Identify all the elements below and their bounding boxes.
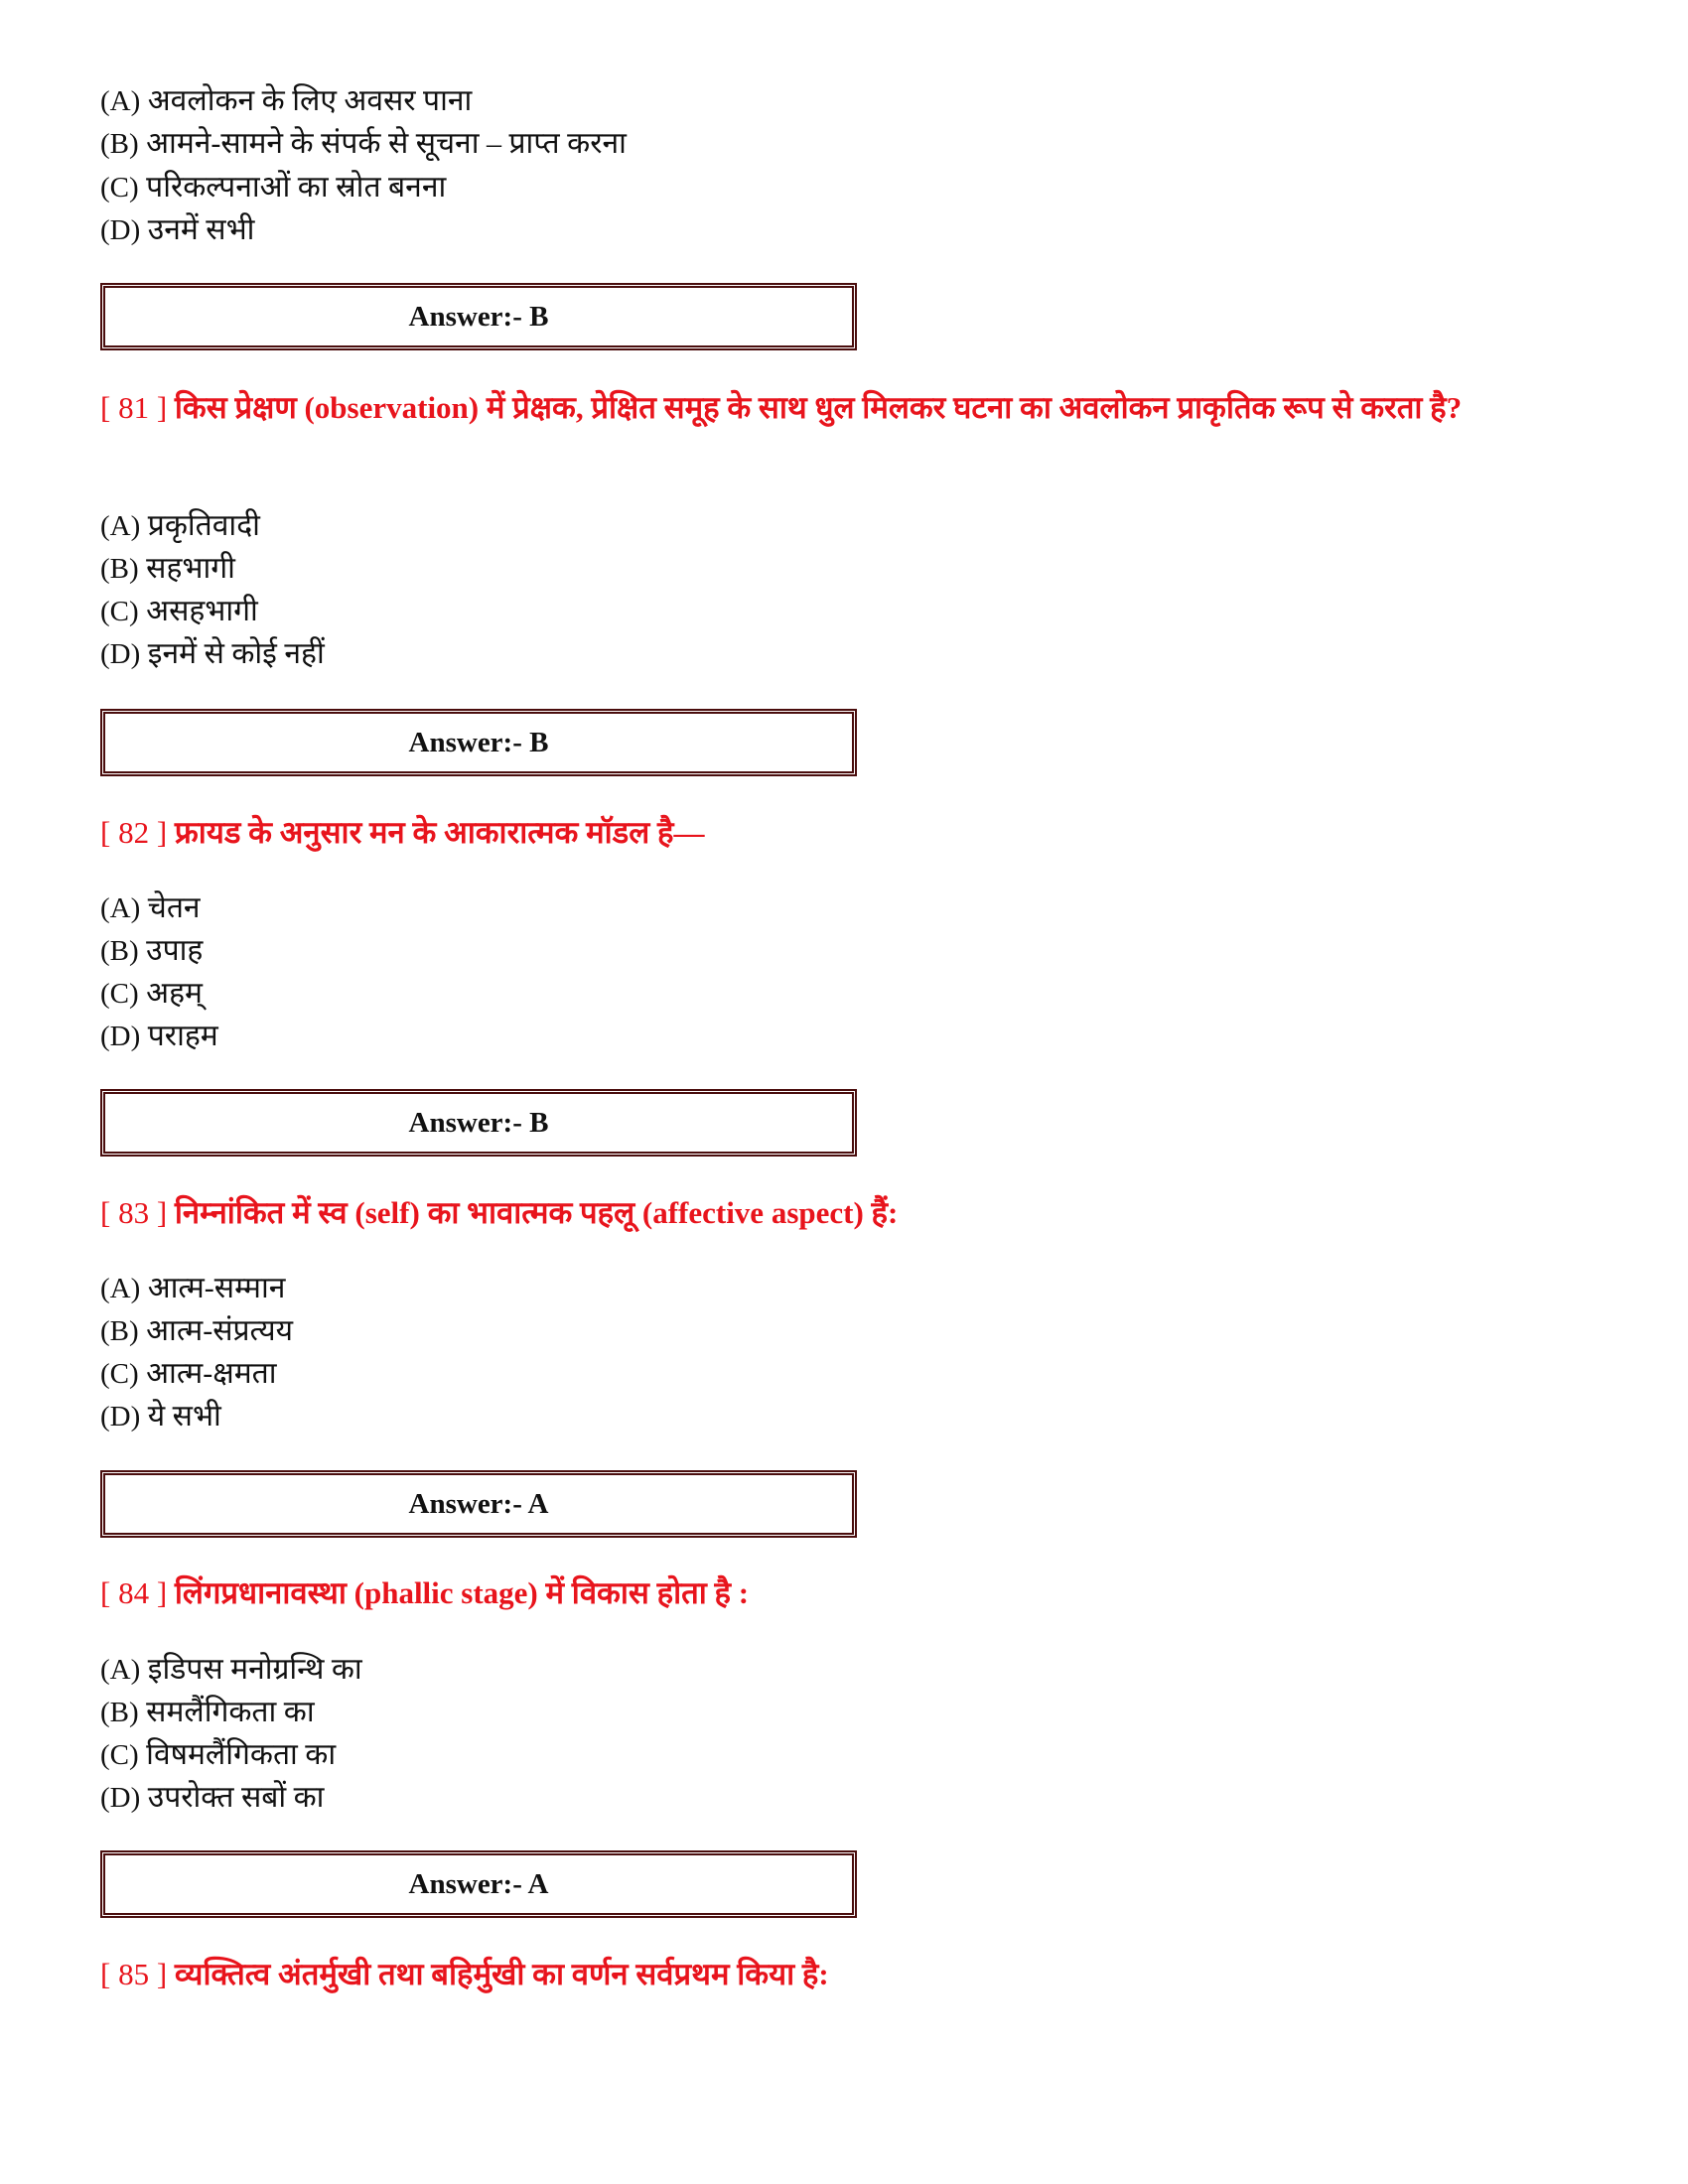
option-item (100, 208, 254, 251)
option-text: आत्म-सम्मान (147, 1272, 286, 1304)
option-item (100, 590, 258, 632)
answer-box (100, 1850, 857, 1918)
option-text: सहभागी (146, 552, 235, 585)
option-text: प्रकृतिवादी (147, 509, 260, 542)
option-item (100, 1691, 315, 1733)
question-2 (100, 811, 1600, 854)
option-text: आत्म-संप्रत्यय (146, 1314, 294, 1347)
option-item (100, 79, 472, 122)
answer-box (100, 709, 857, 776)
answer-box (100, 1470, 857, 1538)
option-text: इडिपस मनोग्रन्थि का (147, 1653, 362, 1686)
option-item (100, 1395, 221, 1437)
option-label: (B) (100, 553, 139, 585)
question-text: निम्नांकित में स्व (self) का भावात्मक पहलू (affective aspect) हैं: (174, 1195, 899, 1230)
answer-box (100, 283, 857, 350)
option-label: (B) (100, 935, 139, 967)
option-item (100, 122, 627, 165)
option-label: (A) (100, 892, 141, 924)
question-number: [ 81 ] (100, 390, 168, 425)
option-item (100, 1267, 285, 1309)
answer-text: Answer:- A (408, 1867, 549, 1900)
option-item (100, 1352, 277, 1395)
option-label: (A) (100, 510, 141, 542)
option-item (100, 972, 203, 1015)
option-text: उपरोक्त सबों का (147, 1781, 325, 1814)
option-text: आत्म-क्षमता (146, 1357, 277, 1390)
option-item (100, 929, 203, 972)
question-1 (100, 386, 1600, 429)
question-text: फ्रायड के अनुसार मन के आकारात्मक मॉडल है— (174, 815, 705, 850)
option-label: (B) (100, 1697, 139, 1728)
option-item (100, 1733, 336, 1776)
option-label: (D) (100, 1021, 141, 1052)
option-item (100, 1776, 324, 1819)
option-label: (A) (100, 1654, 141, 1686)
option-label: (D) (100, 214, 141, 246)
option-label: (B) (100, 1315, 139, 1347)
option-text: उपाह (146, 934, 204, 967)
question-number: [ 85 ] (100, 1957, 168, 1991)
option-item (100, 887, 201, 929)
option-text: उनमें सभी (147, 213, 255, 246)
option-label: (C) (100, 978, 139, 1010)
answer-text: Answer:- B (408, 300, 549, 333)
option-item (100, 632, 325, 675)
question-number: [ 83 ] (100, 1195, 168, 1230)
option-label: (D) (100, 638, 141, 670)
question-4 (100, 1571, 1600, 1614)
option-label: (A) (100, 1273, 141, 1304)
option-label: (C) (100, 596, 139, 627)
option-text: आमने-सामने के संपर्क से सूचना – प्राप्त करना (146, 127, 627, 160)
answer-text: Answer:- A (408, 1487, 549, 1520)
question-5 (100, 1953, 1600, 1995)
option-label: (C) (100, 172, 139, 204)
option-label: (C) (100, 1358, 139, 1390)
question-number: [ 82 ] (100, 815, 168, 850)
option-text: परिकल्पनाओं का स्रोत बनना (146, 171, 447, 204)
option-text: चेतन (147, 891, 201, 924)
question-3 (100, 1191, 1600, 1234)
option-text: अवलोकन के लिए अवसर पाना (147, 84, 473, 117)
option-label: (C) (100, 1739, 139, 1771)
option-label: (D) (100, 1401, 141, 1433)
answer-text: Answer:- B (408, 1106, 549, 1139)
answer-text: Answer:- B (408, 726, 549, 758)
option-text: अहम् (146, 977, 203, 1010)
option-text: समलैंगिकता का (146, 1696, 315, 1728)
option-label: (B) (100, 128, 139, 160)
question-text: व्यक्तित्व अंतर्मुखी तथा बहिर्मुखी का वर्णन सर्वप्रथम किया है: (174, 1957, 829, 1991)
option-text: विषमलैंगिकता का (146, 1738, 337, 1771)
option-label: (A) (100, 85, 141, 117)
option-item (100, 1015, 218, 1057)
option-text: इनमें से कोई नहीं (147, 637, 325, 670)
option-item (100, 166, 446, 208)
option-text: ये सभी (147, 1400, 221, 1433)
option-item (100, 1648, 362, 1691)
option-item (100, 1309, 293, 1352)
question-text: किस प्रेक्षण (observation) में प्रेक्षक, प्रेक्षित समूह के साथ धुल मिलकर घटना का अवलोकन प्राकृतिक रूप से करता है? (174, 390, 1463, 425)
option-text: असहभागी (146, 595, 258, 627)
option-label: (D) (100, 1782, 141, 1814)
question-number: [ 84 ] (100, 1575, 168, 1610)
question-text: लिंगप्रधानावस्था (phallic stage) में विकास होता है : (174, 1575, 750, 1610)
option-text: पराहम (147, 1020, 218, 1052)
option-item (100, 547, 235, 590)
answer-box (100, 1089, 857, 1157)
option-item (100, 504, 260, 547)
